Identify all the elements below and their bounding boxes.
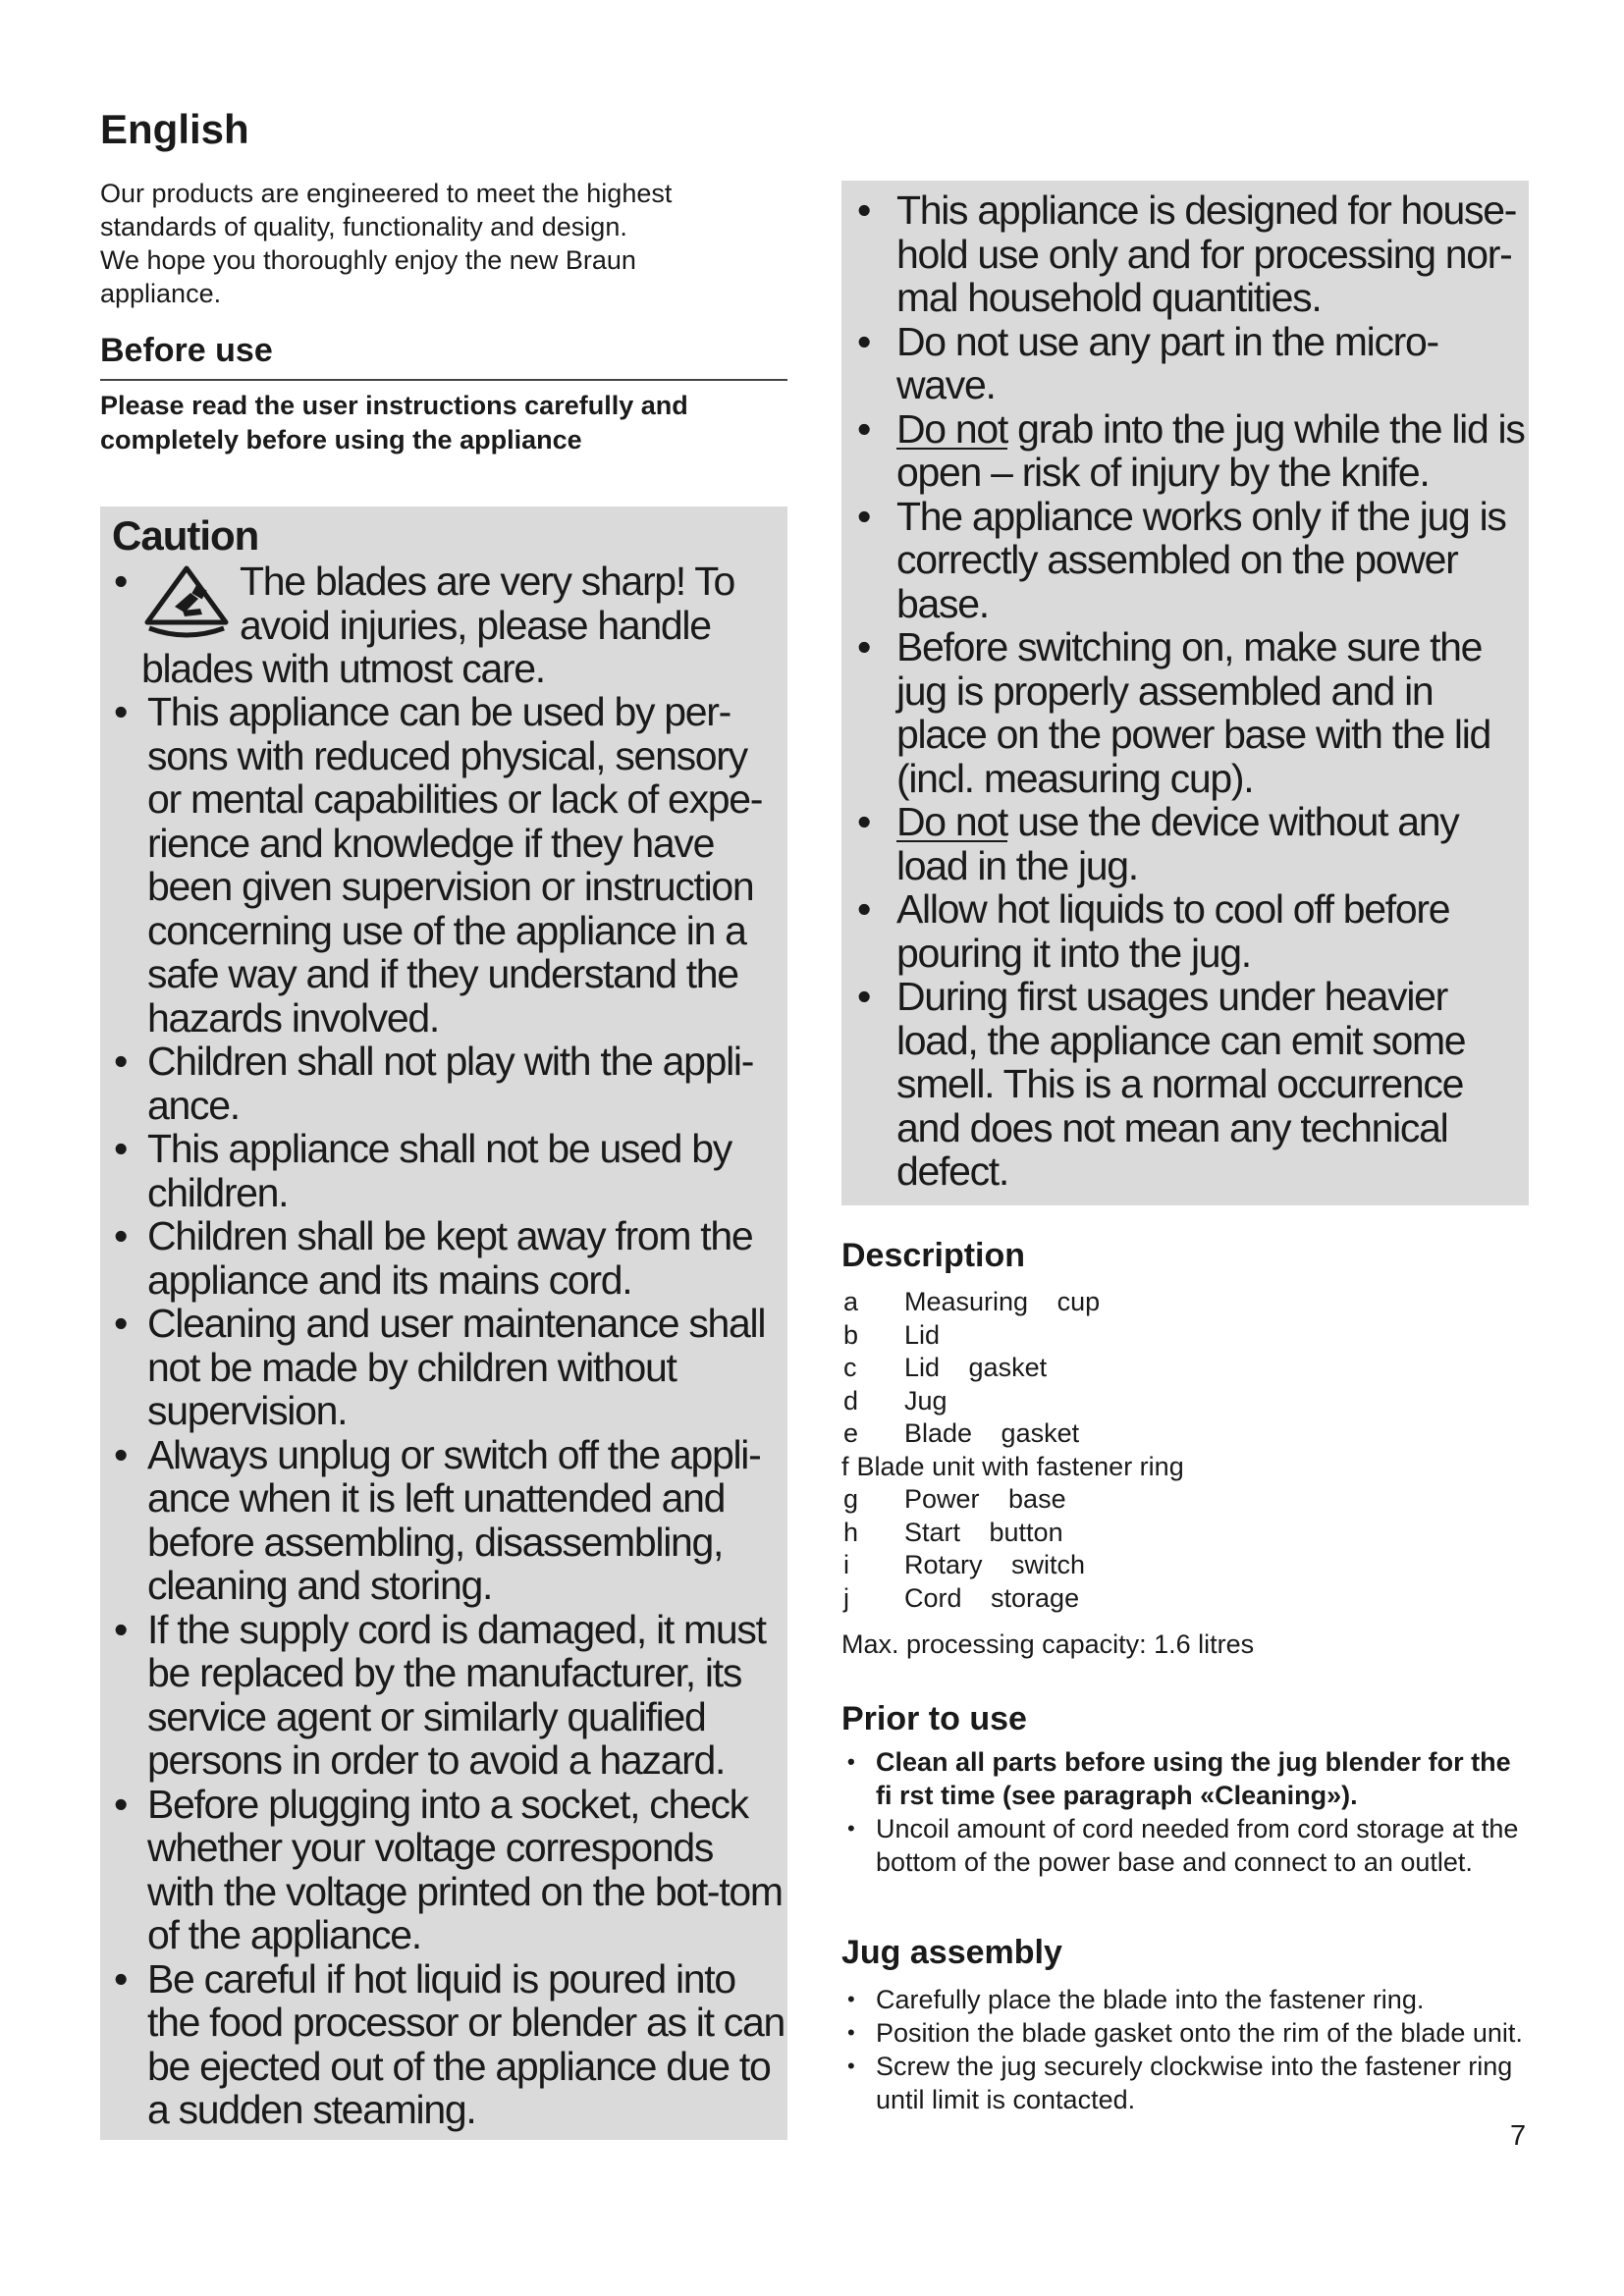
description-item — [841, 1352, 1184, 1385]
intro-line: Our products are engineered to meet the highest — [100, 179, 673, 208]
jug-assembly-item: • Screw the jug securely clockwise into the fastener ring until limit is contacted. — [841, 2050, 1529, 2116]
caution-line: blades with utmost care. — [141, 646, 545, 691]
item-label: Jug — [904, 1385, 947, 1415]
description-heading: Description — [841, 1237, 1026, 1274]
item-label: Blade gasket — [904, 1418, 1080, 1448]
caution-item-blades — [112, 560, 787, 690]
safety-list — [851, 188, 1529, 1194]
prior-to-use-item: • Clean all parts before using the jug blender for the fi rst time (see paragraph «Cleaning»). — [841, 1745, 1529, 1812]
item-label: Lid gasket — [904, 1353, 1048, 1382]
caution-item: • Cleaning and user maintenance shall not be made by children without supervision. — [112, 1302, 787, 1433]
before-use-line: completely before using the appliance — [100, 425, 582, 454]
language-heading: English — [100, 106, 249, 152]
item-letter: a — [843, 1287, 859, 1316]
emphasis-text: Do not — [896, 799, 1007, 844]
description-item — [841, 1286, 1184, 1319]
safety-item: • During first usages under heavier load, the appliance can emit some smell. This is a normal occurrence and does not mean any technical defect. — [851, 975, 1529, 1194]
caution-item: • This appliance can be used by per-sons with reduced physical, sensory or mental capabilities or lack of expe-rience and knowledge if they have been given supervision or instruction concerning use of the appliance in a safe way and if they understand the hazards involved. — [112, 690, 787, 1040]
intro-text — [100, 177, 807, 310]
caution-item: • Children shall be kept away from the appliance and its mains cord. — [112, 1214, 787, 1302]
safety-box — [841, 181, 1529, 1205]
caution-item: • Be careful if hot liquid is poured into the food processor or blender as it can be ejected out of the appliance due to a sudden steaming. — [112, 1957, 787, 2132]
before-use-text — [100, 389, 807, 457]
caution-item: • Before plugging into a socket, check whether your voltage corresponds with the voltage printed on the bot-tom of the appliance. — [112, 1783, 787, 1957]
item-label: Rotary switch — [904, 1550, 1086, 1579]
caution-item: • Children shall not play with the appli-ance. — [112, 1040, 787, 1127]
safety-item: • Allow hot liquids to cool off before pouring it into the jug. — [851, 887, 1529, 975]
caution-heading: Caution — [112, 512, 259, 559]
item-letter: e — [843, 1418, 859, 1448]
intro-line: We hope you thoroughly enjoy the new Braun — [100, 245, 636, 275]
description-item — [841, 1582, 1184, 1616]
safety-item-text: grab into the jug while the lid is open – risk of injury by the knife. — [896, 405, 1525, 495]
safety-item — [851, 800, 1529, 887]
item-label: Blade unit with fastener ring — [856, 1451, 1184, 1481]
item-letter: i — [843, 1550, 849, 1579]
description-item — [841, 1417, 1184, 1451]
hand-blade-warning-icon — [139, 563, 234, 642]
description-item — [841, 1385, 1184, 1418]
page-number: 7 — [1510, 2120, 1527, 2152]
item-letter: f — [841, 1451, 849, 1481]
intro-line: standards of quality, functionality and design. — [100, 212, 627, 241]
item-letter: h — [843, 1517, 859, 1547]
item-label: Cord storage — [904, 1582, 1080, 1613]
before-use-line: Please read the user instructions carefully and — [100, 391, 688, 420]
description-item — [841, 1319, 1184, 1353]
caution-list — [112, 560, 787, 2132]
jug-assembly-list — [841, 1983, 1529, 2116]
caution-box — [100, 507, 787, 2140]
caution-line: avoid injuries, please handle — [240, 602, 711, 648]
jug-assembly-item: • Position the blade gasket onto the rim of the blade unit. — [841, 2016, 1529, 2050]
description-item — [841, 1517, 1184, 1550]
prior-to-use-heading: Prior to use — [841, 1700, 1027, 1737]
item-label: Measuring cup — [904, 1287, 1101, 1316]
caution-item: • This appliance shall not be used by children. — [112, 1127, 787, 1214]
safety-item: • Before switching on, make sure the jug is properly assembled and in place on the power base with the lid (incl. measuring cup). — [851, 625, 1529, 800]
description-item — [841, 1483, 1184, 1517]
safety-item: • This appliance is designed for house-hold use only and for processing nor-mal household quantities. — [851, 188, 1529, 320]
caution-item: • If the supply cord is damaged, it must be replaced by the manufacturer, its service agent or similarly qualified persons in order to avoid a hazard. — [112, 1608, 787, 1783]
item-letter: d — [843, 1385, 859, 1415]
description-item — [841, 1549, 1184, 1582]
caution-line: • The blades are very sharp! To — [240, 559, 734, 604]
description-item — [841, 1451, 1184, 1484]
section-divider — [100, 379, 787, 381]
item-letter: b — [843, 1319, 859, 1350]
item-label: Power base — [904, 1484, 1066, 1514]
caution-item: • Always unplug or switch off the appli-ance when it is left unattended and before assembling, disassembling, cleaning and storing. — [112, 1433, 787, 1608]
item-letter: c — [843, 1353, 857, 1382]
prior-to-use-item: • Uncoil amount of cord needed from cord storage at the bottom of the power base and connect to an outlet. — [841, 1812, 1529, 1879]
before-use-heading: Before use — [100, 332, 273, 369]
safety-item — [851, 407, 1529, 495]
safety-item: • Do not use any part in the micro-wave. — [851, 320, 1529, 407]
item-label: Lid — [904, 1319, 941, 1350]
description-list — [841, 1286, 1184, 1615]
capacity-text: Max. processing capacity: 1.6 litres — [841, 1629, 1255, 1659]
jug-assembly-heading: Jug assembly — [841, 1934, 1062, 1971]
safety-item-text: use the device without any load in the jug. — [896, 799, 1459, 888]
intro-line: appliance. — [100, 279, 222, 308]
item-label: Start button — [904, 1517, 1063, 1547]
item-letter: g — [843, 1484, 859, 1514]
item-letter: j — [843, 1582, 849, 1613]
safety-item: • The appliance works only if the jug is correctly assembled on the power base. — [851, 495, 1529, 626]
prior-to-use-list — [841, 1745, 1529, 1879]
emphasis-text: Do not — [896, 405, 1007, 452]
jug-assembly-item: • Carefully place the blade into the fastener ring. — [841, 1983, 1529, 2016]
